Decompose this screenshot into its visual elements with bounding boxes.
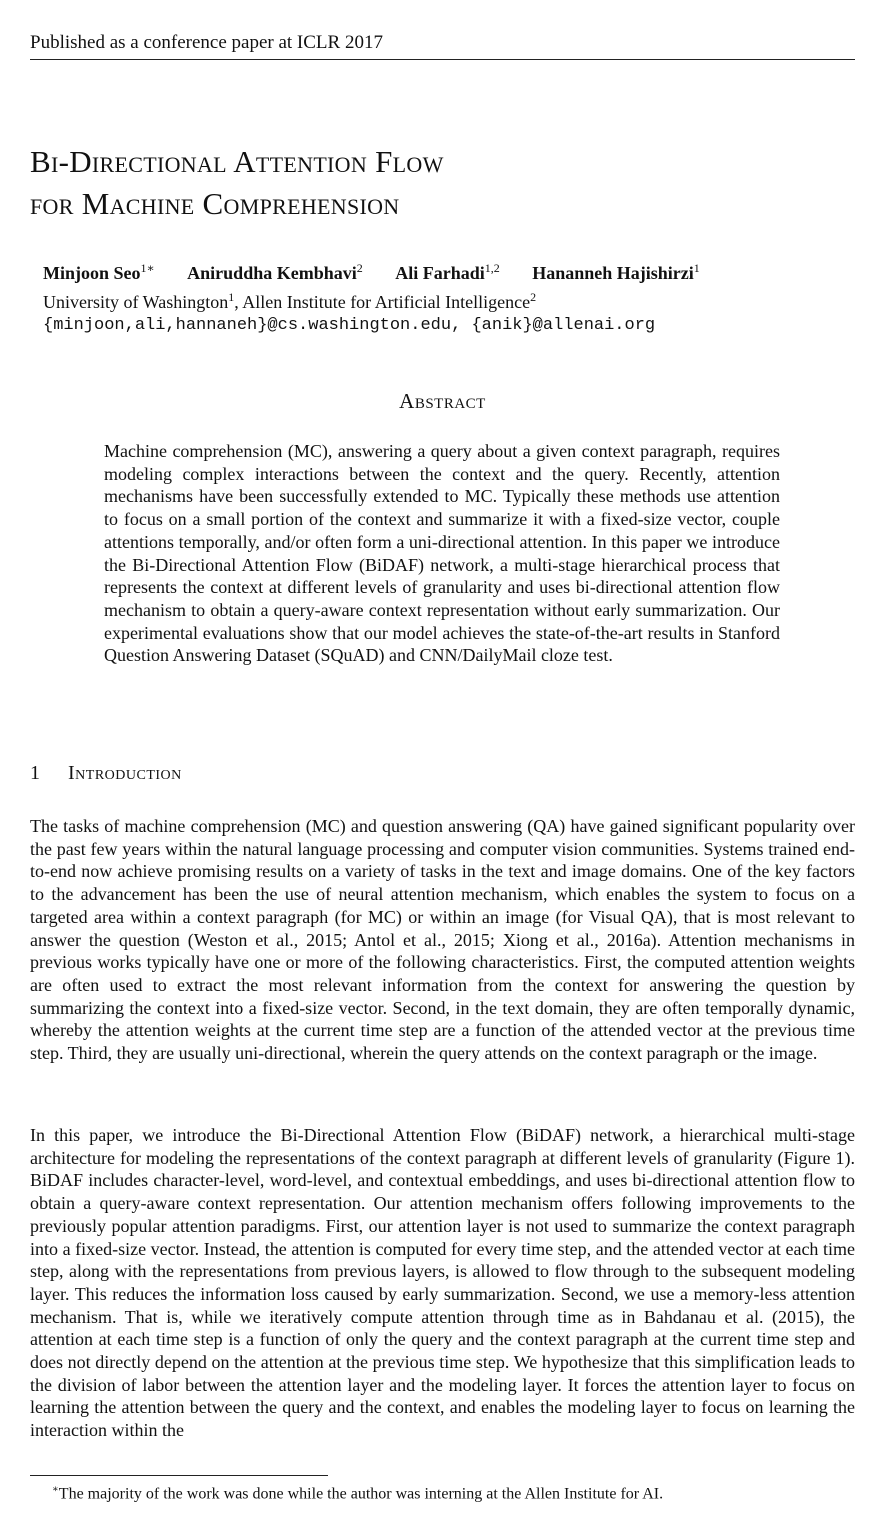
title-line-1: Bi-Directional Attention Flow	[30, 144, 444, 179]
running-header: Published as a conference paper at ICLR 2017	[30, 31, 855, 60]
footnote-mark: ∗	[52, 1484, 59, 1495]
author-4	[532, 256, 700, 285]
section-heading	[30, 762, 855, 785]
author-name: Ali Farhadi	[395, 263, 485, 283]
author-block	[43, 256, 855, 338]
section-title: Introduction	[68, 762, 182, 784]
affiliation-sup: 1	[228, 290, 235, 304]
affiliation-ai2: , Allen Institute for Artificial Intelligence	[234, 292, 531, 312]
author-sup: 1∗	[140, 261, 155, 275]
footnote-text: The majority of the work was done while the author was interning at the Allen Institute for AI.	[58, 1485, 664, 1503]
author-sup: 1	[693, 261, 700, 275]
author-emails: {minjoon,ali,hannaneh}@cs.washington.edu, {anik}@allenai.org	[43, 316, 656, 335]
author-3	[395, 256, 500, 285]
section-number: 1	[30, 762, 41, 784]
author-2	[187, 256, 363, 285]
paper-title	[30, 141, 855, 225]
abstract-text: Machine comprehension (MC), answering a query about a given context paragraph, requires modeling complex interactions between the context and the query. Recently, attention mechanisms have been successfully extended to MC. Typically these methods use attention to focus on a small portion of the context and summarize it with a fixed-size vector, couple attentions temporally, and/or often form a uni-directional attention. In this paper we introduce the Bi-Directional Attention Flow (BiDAF) network, a multi-stage hierarchical process that represents the context at different levels of granularity and uses bi-directional attention flow mechanism to obtain a query-aware context representation without early summarization. Our experimental evaluations show that our model achieves the state-of-the-art results in Stanford Question Answering Dataset (SQuAD) and CNN/DailyMail cloze test.	[104, 441, 780, 666]
author-list	[43, 256, 855, 285]
author-name: Aniruddha Kembhavi	[187, 263, 357, 283]
affiliation-sup: 2	[530, 290, 537, 304]
author-name: Minjoon Seo	[43, 263, 141, 283]
abstract-heading: Abstract	[399, 389, 486, 413]
affiliation-uw: University of Washington	[43, 292, 229, 312]
footnote-rule	[30, 1475, 328, 1476]
intro-paragraph-1: The tasks of machine comprehension (MC) and question answering (QA) have gained significant popularity over the past few years within the natural language processing and computer vision communities. Systems trained end-to-end now achieve promising results on a variety of tasks in the text and image domains. One of the key factors to the advancement has been the use of neural attention mechanism, which enables the system to focus on a targeted area within a context paragraph (for MC) or within an image (for Visual QA), that is most relevant to answer the question (Weston et al., 2015; Antol et al., 2015; Xiong et al., 2016a). Attention mechanisms in previous works typically have one or more of the following characteristics. First, the computed attention weights are often used to extract the most relevant information from the context for answering the question by summarizing the context into a fixed-size vector. Second, in the text domain, they are often temporally dynamic, whereby the attention weights at the current time step are a function of the attended vector at the previous time step. Third, they are usually uni-directional, wherein the query attends on the context paragraph or the image.	[30, 816, 855, 1064]
author-name: Hananneh Hajishirzi	[532, 263, 694, 283]
author-sup: 2	[356, 261, 363, 275]
intro-paragraph-2: In this paper, we introduce the Bi-Directional Attention Flow (BiDAF) network, a hierarchical multi-stage architecture for modeling the representations of the context paragraph at different levels of granularity (Figure 1). BiDAF includes character-level, word-level, and contextual embeddings, and uses bi-directional attention flow to obtain a query-aware context representation. Our attention mechanism offers following improvements to the previously popular attention paradigms. First, our attention layer is not used to summarize the context paragraph into a fixed-size vector. Instead, the attention is computed for every time step, and the attended vector at each time step, along with the representations from previous layers, is allowed to flow through to the subsequent modeling layer. This reduces the information loss caused by early summarization. Second, we use a memory-less attention mechanism. That is, while we iteratively compute attention through time as in Bahdanau et al. (2015), the attention at each time step is a function of only the query and the context paragraph at the current time step and does not directly depend on the attention at the previous time step. We hypothesize that this simplification leads to the division of labor between the attention layer and the modeling layer. It forces the attention layer to focus on learning the attention between the query and the context, and enables the modeling layer to focus on learning the interaction within the	[30, 1125, 855, 1441]
footnote	[52, 1480, 852, 1504]
author-1	[43, 256, 155, 285]
author-sup: 1,2	[484, 261, 500, 275]
title-line-2: for Machine Comprehension	[30, 186, 400, 221]
affiliations	[43, 285, 855, 314]
